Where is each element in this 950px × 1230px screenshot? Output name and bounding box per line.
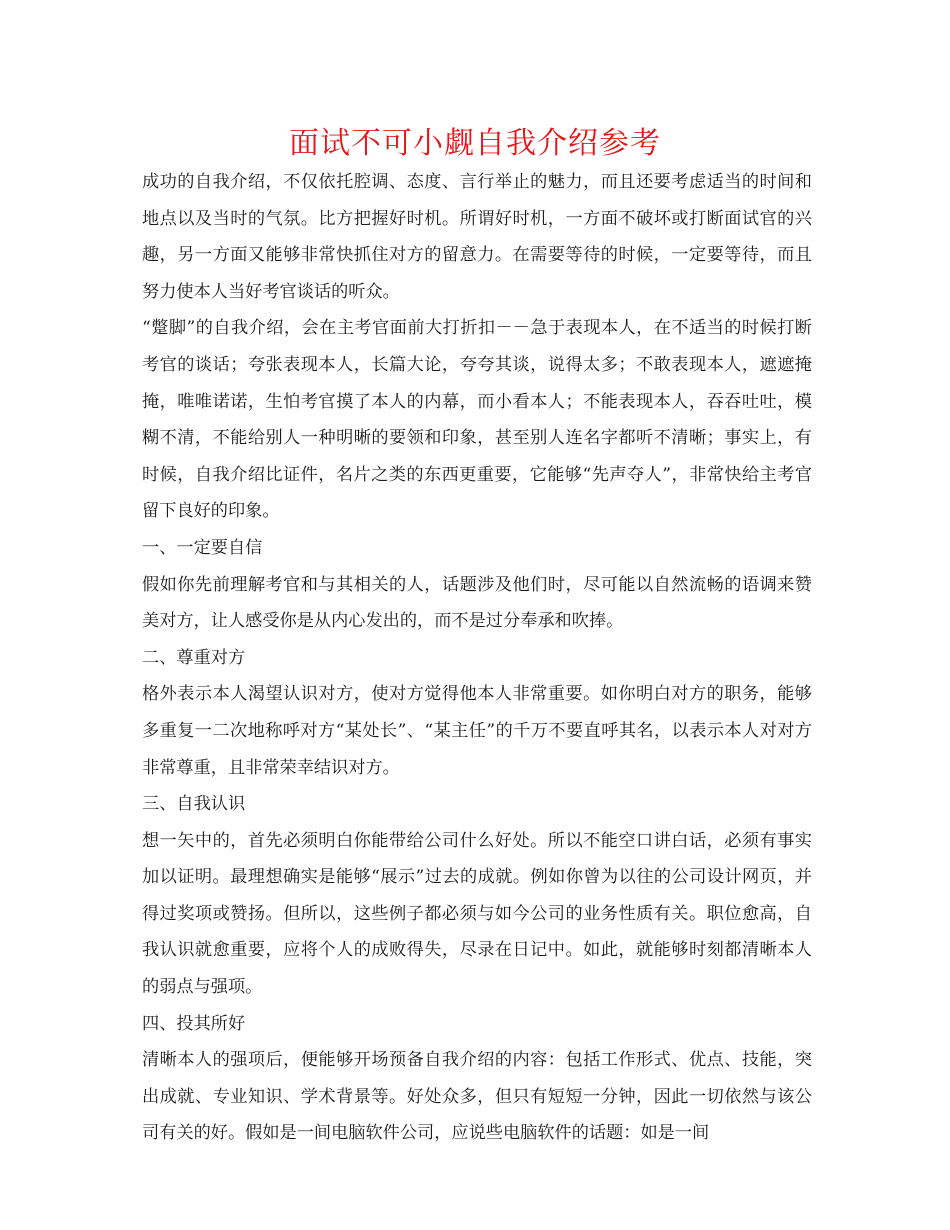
cater-paragraph: 清晰本人的强项后，便能够开场预备自我介绍的内容：包括工作形式、优点、技能，突出成就、专业知识、学术背景等。好处众多，但只有短短一分钟，因此一切依然与该公司有关的好。假如是一间电脑软件公司，应说些电脑软件的话题：如是一间 [142, 1050, 812, 1144]
self-awareness-paragraph: 想一矢中的，首先必须明白你能带给公司什么好处。所以不能空口讲白话，必须有事实加以证明。最理想确实是能够“展示”过去的成就。例如你曾为以往的公司设计网页，并得过奖项或赞扬。但所以，这些例子都必须与如今公司的业务性质有关。职位愈高，自我认识就愈重要，应将个人的成败得失，尽录在日记中。如此，就能够时刻都清晰本人的弱点与强项。 [142, 830, 812, 998]
confidence-paragraph: 假如你先前理解考官和与其相关的人，话题涉及他们时，尽可能以自然流畅的语调来赞美对方，让人感受你是从内心发出的，而不是过分奉承和吹捧。 [142, 574, 812, 632]
section-heading-respect: 二、尊重对方 [142, 647, 246, 668]
intro-paragraph: 成功的自我介绍，不仅依托腔调、态度、言行举止的魅力，而且还要考虑适当的时间和地点以及当时的气氛。比方把握好时机。所谓好时机，一方面不破坏或打断面试官的兴趣，另一方面又能够非常快抓住对方的留意力。在需要等待的时候，一定要等待，而且努力使本人当好考官谈话的听众。 [142, 172, 812, 302]
document-title: 面试不可小觑自我介绍参考 [289, 126, 661, 161]
section-heading-self-awareness: 三、自我认识 [142, 794, 246, 815]
bad-intro-paragraph: “蹩脚”的自我介绍，会在主考官面前大打折扣－－急于表现本人，在不适当的时候打断考官的谈话；夸张表现本人，长篇大论，夸夸其谈，说得太多；不敢表现本人，遮遮掩掩，唯唯诺诺，生怕考官摸了本人的内幕，而小看本人；不能表现本人，吞吞吐吐，模糊不清，不能给别人一种明晰的要领和印象，甚至别人连名字都听不清晰；事实上，有时候，自我介绍比证件，名片之类的东西更重要，它能够“先声夺人”，非常快给主考官留下良好的印象。 [142, 318, 812, 522]
respect-paragraph: 格外表示本人渴望认识对方，使对方觉得他本人非常重要。如你明白对方的职务，能够多重复一二次地称呼对方“某处长”、“某主任”的千万不要直呼其名，以表示本人对对方非常尊重，且非常荣幸结识对方。 [142, 684, 812, 778]
document-body [142, 164, 812, 1152]
section-heading-cater: 四、投其所好 [142, 1013, 246, 1034]
section-heading-confidence: 一、一定要自信 [142, 537, 263, 558]
